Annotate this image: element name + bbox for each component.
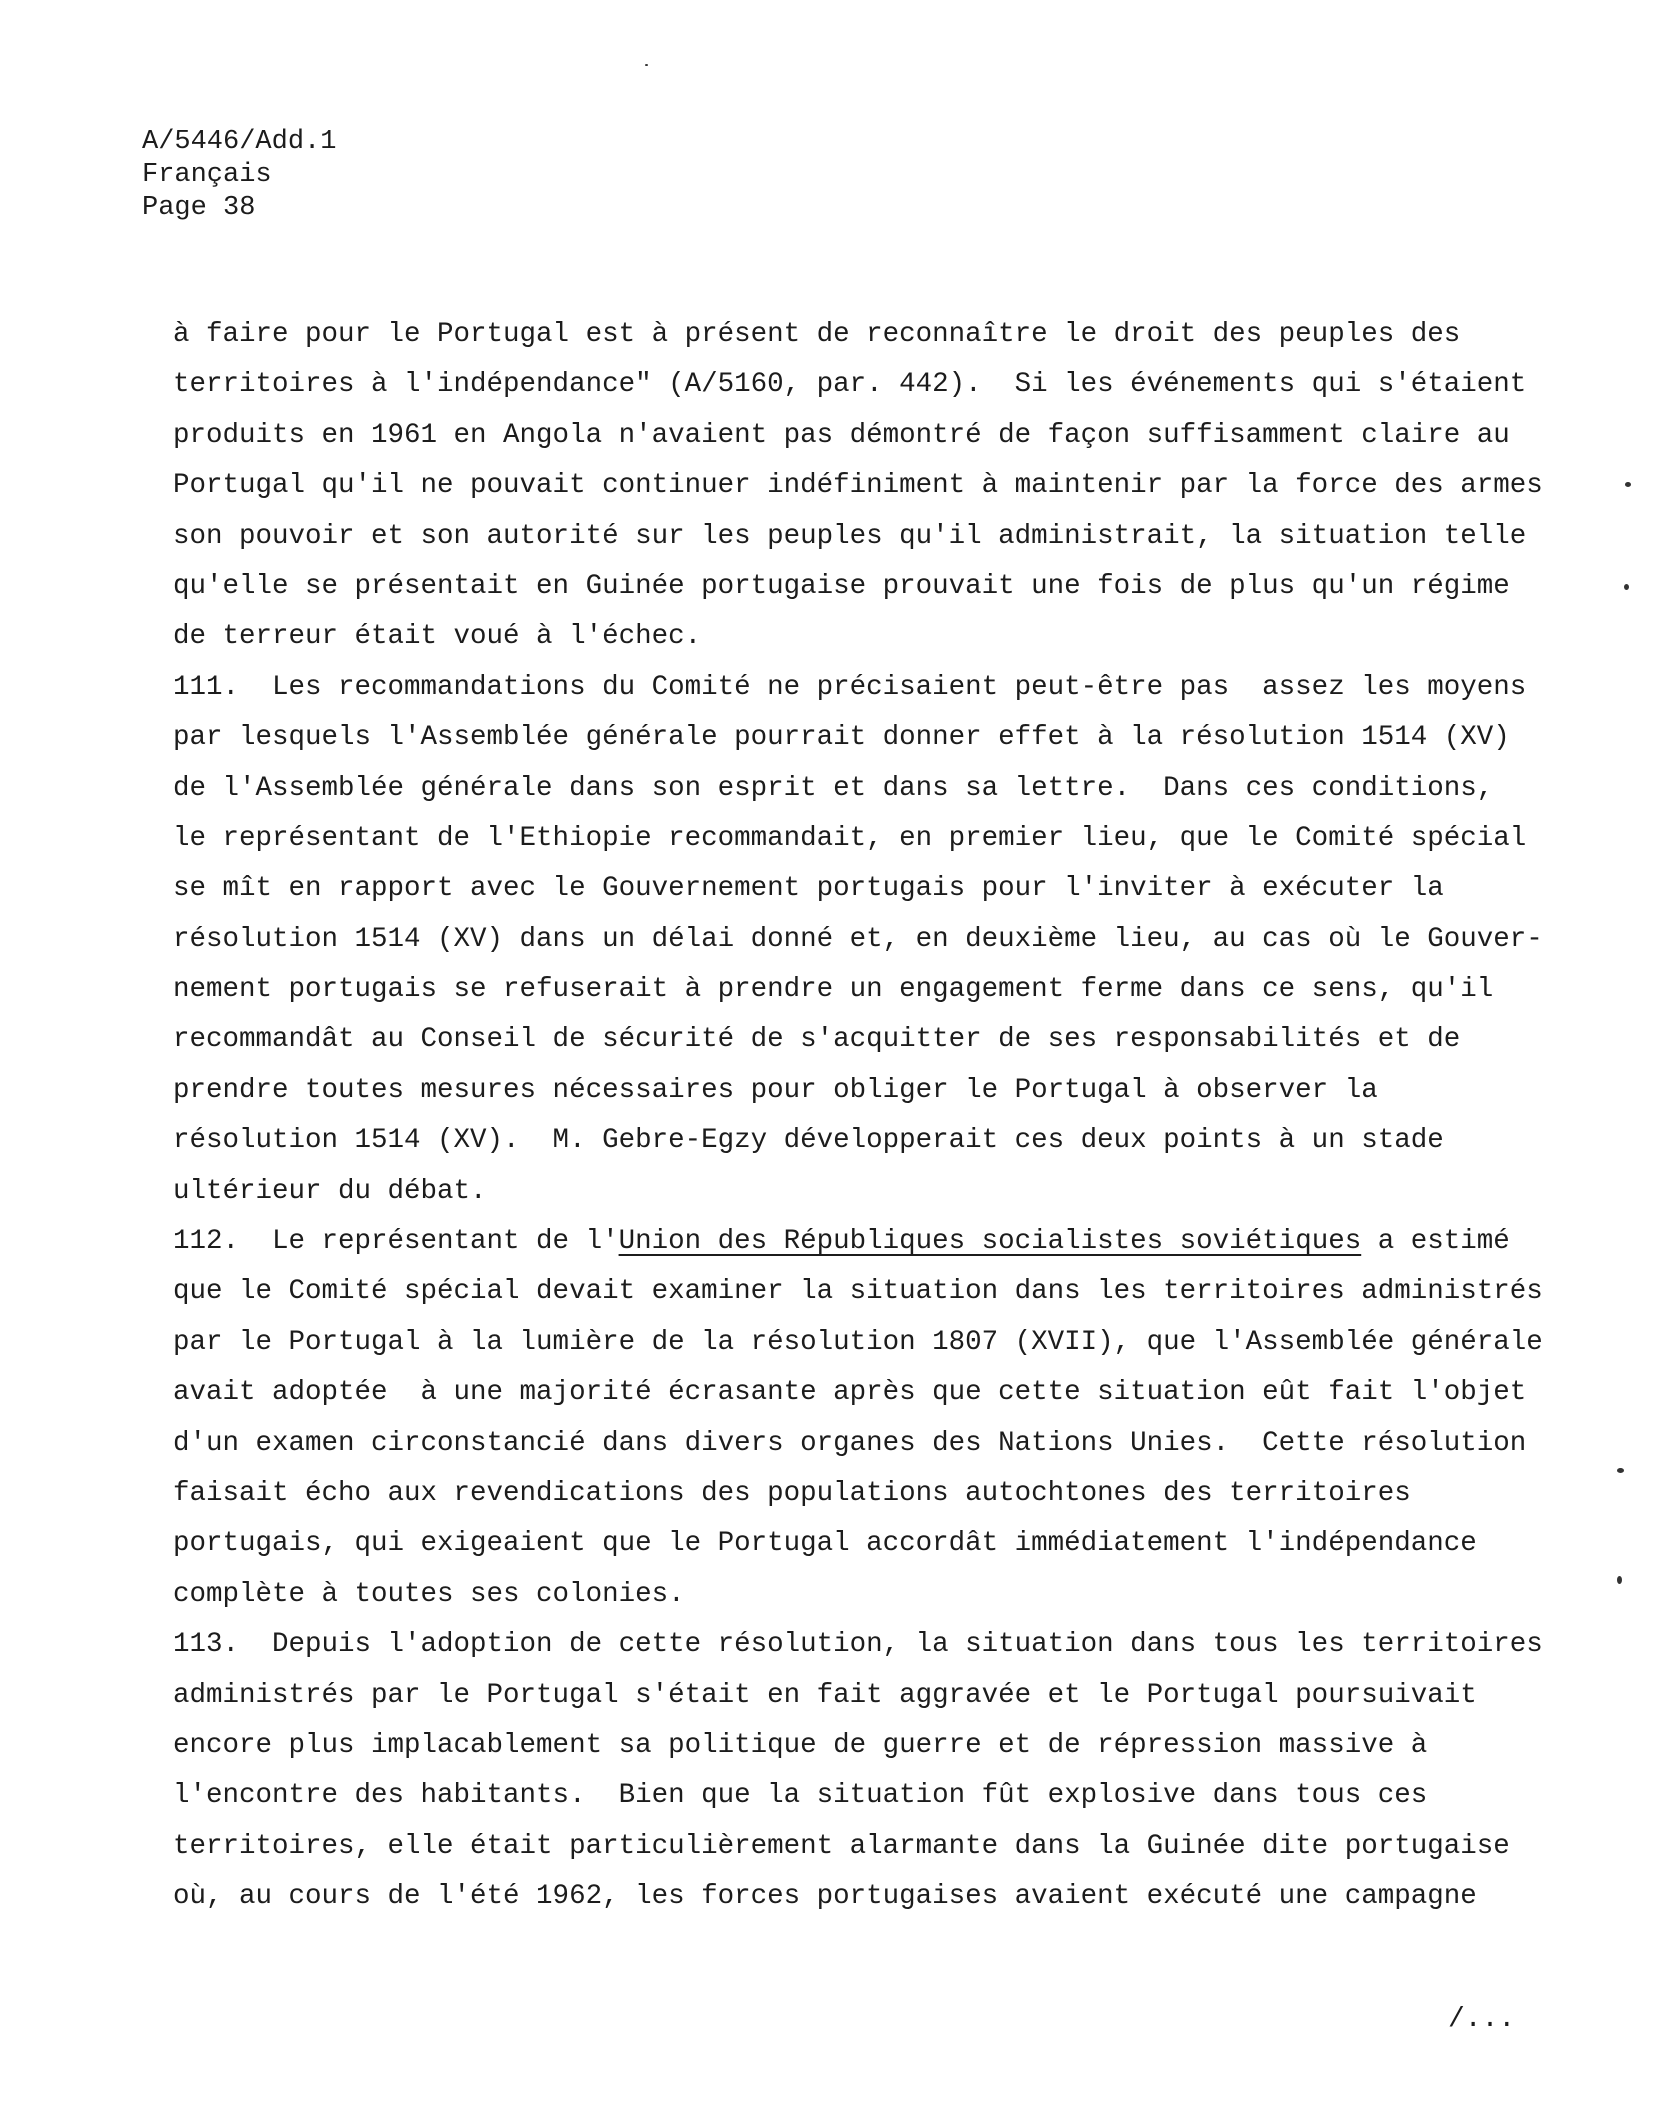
para112-prefix: 112. Le représentant de l' <box>173 1226 619 1258</box>
text-line: se mît en rapport avec le Gouvernement portugais pour l'inviter à exécuter la <box>173 873 1444 905</box>
scan-speck <box>1617 1468 1624 1473</box>
underlined-ussr-name: Union des Républiques socialistes soviétiques <box>618 1226 1362 1258</box>
text-line: complète à toutes ses colonies. <box>173 1578 685 1610</box>
text-line: de l'Assemblée générale dans son esprit et dans sa lettre. Dans ces conditions, <box>173 772 1494 804</box>
text-line: à faire pour le Portugal est à présent de reconnaître le droit des peuples des <box>173 319 1461 350</box>
text-line: qu'elle se présentait en Guinée portugaise prouvait une fois de plus qu'un régime <box>173 570 1510 602</box>
document-header <box>142 126 336 225</box>
text-line: Portugal qu'il ne pouvait continuer indéfiniment à maintenir par la force des armes <box>173 470 1543 502</box>
text-line: avait adoptée à une majorité écrasante après que cette situation eût fait l'objet <box>173 1377 1527 1409</box>
document-symbol: A/5446/Add.1 <box>142 127 337 157</box>
scan-speck <box>1625 482 1631 487</box>
text-line: prendre toutes mesures nécessaires pour obliger le Portugal à observer la <box>173 1074 1378 1106</box>
text-line: résolution 1514 (XV) dans un délai donné et, en deuxième lieu, au cas où le Gouver- <box>173 923 1543 955</box>
text-line: de terreur était voué à l'échec. <box>173 621 702 653</box>
text-line: territoires à l'indépendance" (A/5160, par. 442). Si les événements qui s'étaient <box>173 369 1527 401</box>
paragraph-113-start: 113. Depuis l'adoption de cette résolution, la situation dans tous les territoires <box>173 1629 1543 1661</box>
page-number: Page 38 <box>142 193 256 223</box>
text-line: encore plus implacablement sa politique de guerre et de répression massive à <box>173 1729 1428 1761</box>
document-language: Français <box>142 160 272 190</box>
text-line: son pouvoir et son autorité sur les peuples qu'il administrait, la situation telle <box>173 520 1527 552</box>
text-line: où, au cours de l'été 1962, les forces portugaises avaient exécuté une campagne <box>173 1881 1477 1913</box>
text-line: ultérieur du débat. <box>173 1175 487 1207</box>
text-line: nement portugais se refuserait à prendre un engagement ferme dans ce sens, qu'il <box>173 974 1494 1006</box>
document-body <box>173 310 1543 1923</box>
text-line: l'encontre des habitants. Bien que la situation fût explosive dans tous ces <box>173 1780 1428 1812</box>
text-line: produits en 1961 en Angola n'avaient pas démontré de façon suffisamment claire au <box>173 419 1510 451</box>
text-line: administrés par le Portugal s'était en fait aggravée et le Portugal poursuivait <box>173 1679 1477 1711</box>
text-line: recommandât au Conseil de sécurité de s'acquitter de ses responsabilités et de <box>173 1024 1461 1056</box>
paragraph-112-start <box>173 1217 1523 1267</box>
scan-speck <box>1617 1576 1622 1584</box>
continuation-mark: /... <box>1448 2004 1516 2035</box>
text-line: territoires, elle était particulièrement alarmante dans la Guinée dite portugaise <box>173 1830 1510 1862</box>
text-line: par le Portugal à la lumière de la résolution 1807 (XVII), que l'Assemblée générale <box>173 1326 1543 1358</box>
para112-suffix: a estimé <box>1361 1226 1510 1258</box>
scan-speck <box>1624 584 1629 590</box>
text-line: résolution 1514 (XV). M. Gebre-Egzy développerait ces deux points à un stade <box>173 1125 1444 1157</box>
paragraph-111-start: 111. Les recommandations du Comité ne précisaient peut-être pas assez les moyens <box>173 671 1527 703</box>
text-line: portugais, qui exigeaient que le Portugal accordât immédiatement l'indépendance <box>173 1528 1477 1560</box>
text-line: le représentant de l'Ethiopie recommandait, en premier lieu, que le Comité spécial <box>173 822 1527 854</box>
text-line: faisait écho aux revendications des populations autochtones des territoires <box>173 1477 1411 1509</box>
text-line: par lesquels l'Assemblée générale pourrait donner effet à la résolution 1514 (XV) <box>173 722 1510 754</box>
text-line: que le Comité spécial devait examiner la situation dans les territoires administrés <box>173 1276 1543 1308</box>
text-line: d'un examen circonstancié dans divers organes des Nations Unies. Cette résolution <box>173 1427 1527 1459</box>
scan-speck <box>645 64 648 66</box>
